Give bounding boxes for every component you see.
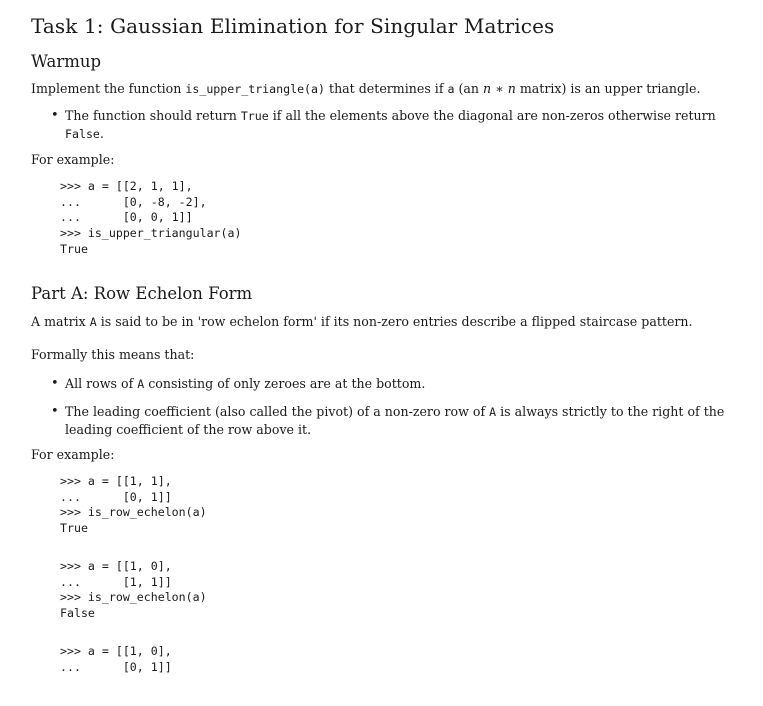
code-line: True (60, 521, 88, 536)
code-line: >>> a = [[1, 0], (60, 644, 172, 658)
code-line: ... [0, 1]] (60, 659, 172, 674)
part-a-bullet-1 (65, 375, 725, 393)
code-line: ... [0, 0, 1]] (60, 210, 193, 225)
warmup-intro-mid: that determines if (325, 81, 448, 96)
bullet1-var: A (137, 377, 145, 391)
bullet2-post: is always strictly to the right of the leading coefficient of the row above it. (65, 404, 725, 437)
warmup-example-label: For example: (31, 152, 115, 167)
warmup-heading: Warmup (31, 52, 102, 71)
part-a-code-block-1 (60, 474, 207, 537)
code-line: False (60, 606, 95, 621)
bullet2-pre: The leading coefficient (also called the pivot) of a non-zero row of (65, 404, 490, 419)
bullet-dot: • (51, 108, 59, 123)
bullet-dot: • (51, 404, 59, 419)
code-line: >>> is_row_echelon(a) (60, 590, 207, 605)
code-line: >>> a = [[1, 0], (60, 559, 172, 573)
warmup-bullet-false: False (65, 127, 100, 141)
code-line: ... [0, 1]] (60, 489, 172, 504)
part-a-code-block-3 (60, 644, 172, 675)
warmup-bullet-mid: if all the elements above the diagonal are non-zeros otherwise return (268, 108, 716, 123)
warmup-code-block (60, 179, 241, 258)
warmup-intro-func: is_upper_triangle(a) (185, 82, 325, 96)
part-a-intro-var: A (89, 315, 97, 329)
bullet1-post: consisting of only zeroes are at the bottom. (144, 376, 426, 391)
warmup-intro-post1: (an (454, 81, 484, 96)
bullet1-pre: All rows of (65, 376, 138, 391)
part-a-intro-pre: A matrix (31, 314, 90, 329)
code-line: >>> is_upper_triangular(a) (60, 226, 242, 241)
code-line: ... [0, -8, -2], (60, 194, 207, 209)
warmup-intro-pre: Implement the function (31, 81, 186, 96)
part-a-bullet-2 (65, 403, 725, 438)
part-a-heading: Part A: Row Echelon Form (31, 284, 253, 303)
part-a-formally: Formally this means that: (31, 347, 195, 362)
warmup-bullet-post: . (99, 126, 104, 141)
warmup-intro (31, 81, 701, 97)
code-line: ... [1, 1]] (60, 574, 172, 589)
code-line: >>> a = [[1, 1], (60, 474, 172, 488)
part-a-intro-post: is said to be in 'row echelon form' if its non-zero entries describe a flipped staircase pattern. (96, 314, 693, 329)
part-a-code-block-2 (60, 559, 207, 622)
part-a-intro (31, 314, 693, 330)
bullet2-var: A (489, 405, 497, 419)
warmup-bullet-true: True (240, 109, 269, 123)
warmup-bullet-item (65, 107, 725, 143)
warmup-intro-post2: matrix) is an upper triangle. (515, 81, 701, 96)
code-line: >>> a = [[2, 1, 1], (60, 179, 193, 193)
task-title: Task 1: Gaussian Elimination for Singular Matrices (31, 14, 555, 38)
bullet-dot: • (51, 376, 59, 391)
warmup-bullet-pre: The function should return (65, 108, 241, 123)
warmup-intro-math: n ∗ n (483, 81, 516, 96)
warmup-intro-var: a (447, 82, 455, 96)
code-line: >>> is_row_echelon(a) (60, 505, 207, 520)
part-a-example-label: For example: (31, 447, 115, 462)
code-line: True (60, 241, 88, 256)
